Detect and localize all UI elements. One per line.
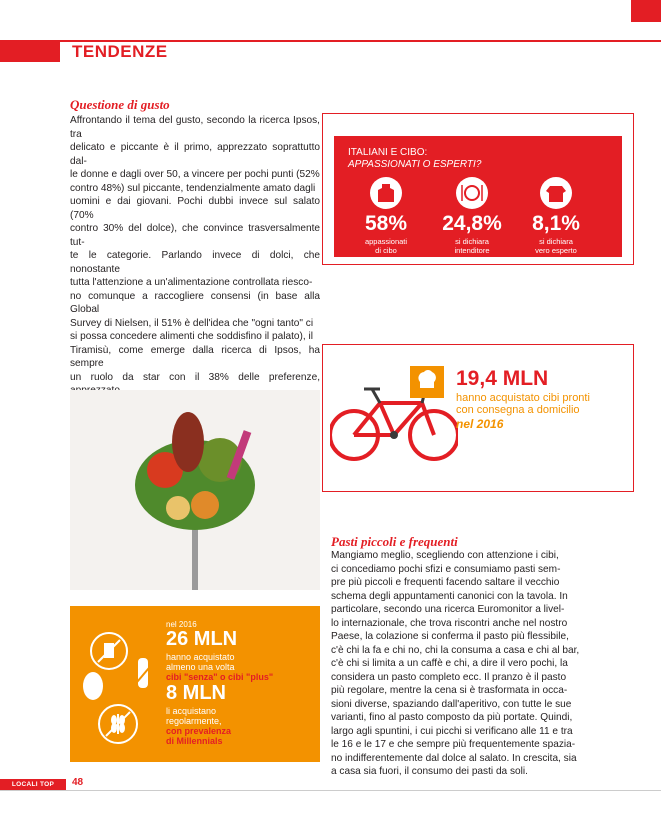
text-line: tutta l'attenzione a un'alimentazione controllata riesco- bbox=[70, 277, 313, 288]
infobox2-text-line: hanno acquistato cibi pronti bbox=[456, 392, 590, 404]
stat-label-line: vero esperto bbox=[535, 246, 577, 255]
page-number: 48 bbox=[72, 777, 84, 788]
plate-cutlery-icon bbox=[456, 177, 488, 209]
article2-body bbox=[331, 549, 591, 779]
text-line: no indifferentemente dal dolce al salato. In crescita, sia bbox=[331, 752, 577, 764]
infobox1-title: ITALIANI E CIBO: bbox=[348, 147, 428, 158]
stat-value-intenditore: 24,8% bbox=[442, 212, 502, 235]
infobox3-text-line: regolarmente, bbox=[166, 716, 222, 726]
text-line: Paese, la colazione si conferma il pasto più flessibile, bbox=[331, 631, 569, 642]
egg-icon bbox=[78, 664, 108, 704]
infobox3-bold-line: con prevalenza bbox=[166, 726, 232, 736]
stat-label-line: di cibo bbox=[375, 246, 397, 255]
text-line: le 16 e le 17 e che sempre più frequentemente spazia- bbox=[331, 739, 576, 750]
text-line: schema degli appuntamenti canonici con la tavola. In bbox=[331, 590, 568, 602]
text-line: le donne e dagli over 50, a vincere per pochi punti (52% bbox=[70, 169, 320, 180]
header-corner-block bbox=[631, 0, 661, 22]
infobox3-bold-line: di Millennials bbox=[166, 736, 223, 746]
footer-magazine-label: LOCALI TOP bbox=[0, 779, 66, 790]
text-line: no comunque a raccogliere consensi (in base alla Global bbox=[70, 290, 320, 315]
stat-value-esperto: 8,1% bbox=[532, 212, 580, 235]
article2-subhead: Pasti piccoli e frequenti bbox=[331, 534, 458, 549]
text-line: largo agli spuntini, i cui picchi si verificano alle 11 e tra bbox=[331, 725, 573, 737]
text-line: uomini e dai giovani. Pochi dubbi invece sul salato (70% bbox=[70, 196, 320, 221]
text-line: Affrontando il tema del gusto, secondo la ricerca Ipsos, tra bbox=[70, 115, 320, 140]
stat-label-line: si dichiara bbox=[539, 237, 573, 246]
text-line: Mangiamo meglio, scegliendo con attenzione i cibi, bbox=[331, 550, 559, 561]
header-red-block bbox=[0, 40, 60, 62]
no-bottle-icon bbox=[128, 654, 158, 694]
infobox1-subtitle: APPASSIONATI O ESPERTI? bbox=[348, 159, 482, 170]
text-line: delicato e piccante è il primo, apprezzato soprattutto dal- bbox=[70, 142, 320, 167]
infobox3-value1: 26 MLN bbox=[166, 628, 238, 650]
text-line: a casa sia fuori, il consumo dei pasti da soli. bbox=[331, 766, 528, 777]
text-line: c'è chi si limita a un caffè e chi, a dire il vero pochi, la bbox=[331, 658, 568, 669]
vegetables-fork-photo bbox=[70, 390, 320, 590]
infobox3-text-line: hanno acquistato bbox=[166, 652, 235, 662]
text-line: Survey di Nielsen, il 51% è dell'idea che "ogni tanto" ci bbox=[70, 317, 314, 329]
stat-label-line: appassionati bbox=[364, 237, 408, 246]
text-line: particolare, secondo una ricerca Euromonitor a livel- bbox=[331, 604, 565, 615]
text-line: si possa concedere alimenti che soddisfino il palato), il bbox=[70, 331, 313, 342]
text-line: te le categorie. Parlando invece di dolci, che nonostante bbox=[70, 250, 320, 275]
text-line: c'è chi la fa e chi no, chi la consuma a casa e chi al bar, bbox=[331, 644, 580, 656]
infobox3-text-line: li acquistano bbox=[166, 706, 217, 716]
infobox3-bold-line: cibi "senza" o cibi "plus" bbox=[166, 672, 274, 682]
text-line: considera un pasto completo ecc. Il pranzo è il pasto bbox=[331, 671, 567, 683]
text-line: pre più piccoli e frequenti facendo saltare il vecchio bbox=[331, 577, 560, 588]
text-line: un ruolo da star con il 38% delle preferenze, bbox=[70, 371, 320, 383]
text-line: contro 30% del dolce), che convince trasversalmente tut- bbox=[70, 223, 320, 248]
text-line: ci concediamo pochi sfizi e consumiamo pasti sem- bbox=[331, 563, 561, 575]
stat-label-line: si dichiara bbox=[455, 237, 489, 246]
text-line: lo internazionale, che trova riscontri anche nel nostro bbox=[331, 617, 568, 629]
footer-rule bbox=[0, 790, 661, 791]
chef-jacket-icon bbox=[540, 177, 572, 209]
infobox3-year: nel 2016 bbox=[166, 620, 197, 629]
infobox2-value: 19,4 MLN bbox=[456, 367, 549, 390]
section-title: TENDENZE bbox=[72, 42, 168, 61]
text-line: sioni diverse, spaziando dall'aperitivo, con tutte le sue bbox=[331, 698, 572, 710]
article1-subhead: Questione di gusto bbox=[70, 97, 170, 112]
infobox3-text-line: almeno una volta bbox=[166, 662, 235, 672]
infobox2-text-line: con consegna a domicilio bbox=[456, 404, 580, 416]
text-line: più regolare, mentre la cena si è trasformata in occa- bbox=[331, 685, 568, 696]
stat-label-line: intenditore bbox=[454, 246, 490, 255]
no-wheat-icon bbox=[98, 704, 138, 744]
text-line: varianti, fino al pasto composto da più portate. Quindi, bbox=[331, 712, 573, 723]
stat-value-appassionati: 58% bbox=[364, 212, 408, 235]
text-line: contro 48%) sul piccante, tendenzialmente amato dagli bbox=[70, 182, 316, 194]
infobox2-year: nel 2016 bbox=[456, 417, 504, 431]
text-line: Tiramisù, come emerge dalla ricerca di Ipsos, ha sempre bbox=[70, 344, 320, 369]
infobox3-value2: 8 MLN bbox=[166, 682, 226, 704]
apron-icon bbox=[370, 177, 402, 209]
chef-hat-icon bbox=[410, 366, 444, 398]
